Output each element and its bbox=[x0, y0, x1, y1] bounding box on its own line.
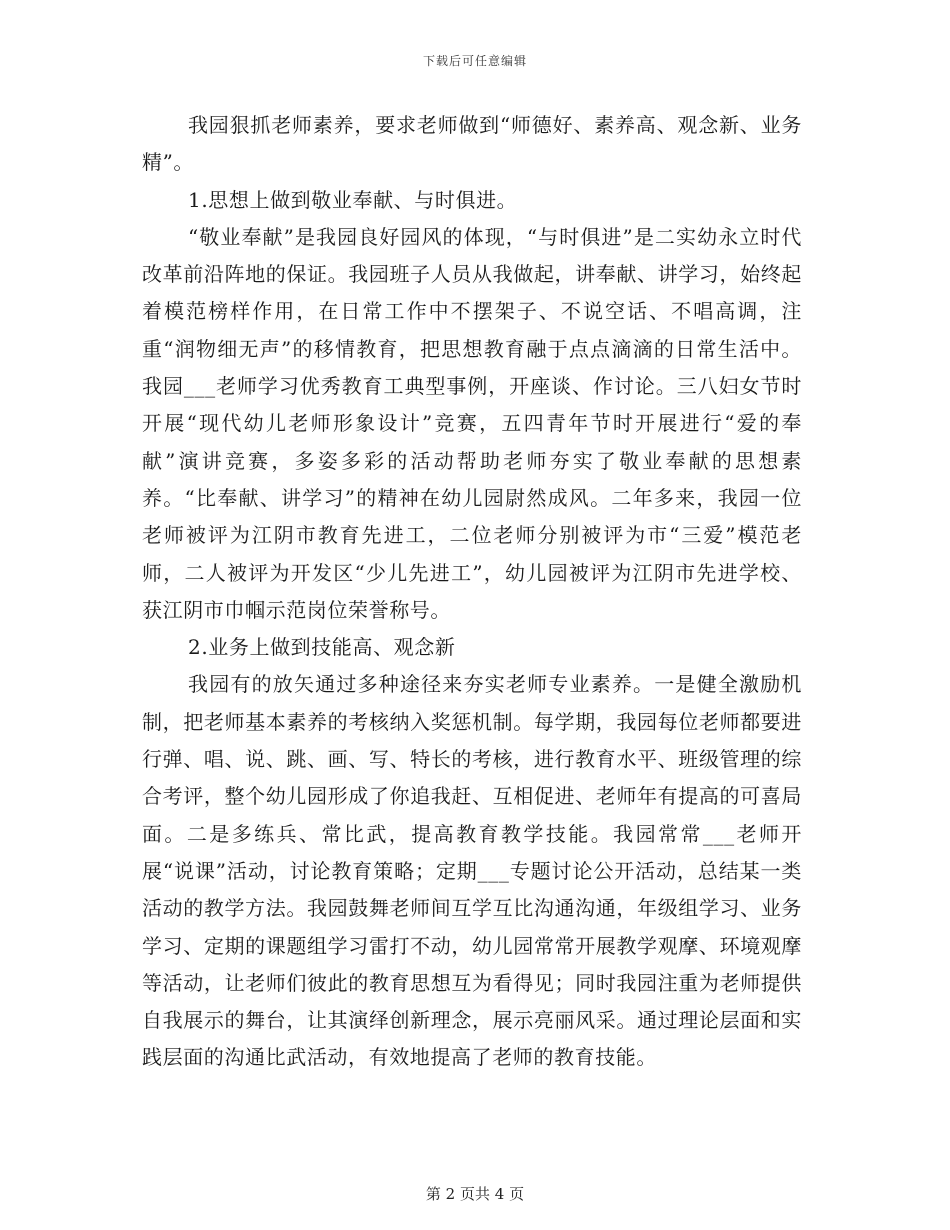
page-footer: 第 2 页共 4 页 bbox=[425, 1185, 525, 1203]
section-heading-2: 2.业务上做到技能高、观念新 bbox=[188, 635, 456, 660]
section-1-paragraph: “敬业奉献”是我园良好园风的体现，“与时俱进”是二实幼永立时代改革前沿阵地的保证。我园班子人员从我做起，讲奉献、讲学习，始终起着模范榜样作用，在日常工作中不摆架子、不说空话、不唱高调，注重“润物细无声”的移情教育，把思想教育融于点点滴滴的日常生活中。我园___老师学习优秀教育工典型事例，开座谈、作讨论。三八妇女节时开展“现代幼儿老师形象设计”竞赛，五四青年节时开展进行“爱的奉献”演讲竞赛，多姿多彩的活动帮助老师夯实了敬业奉献的思想素养。“比奉献、讲学习”的精神在幼儿园尉然成风。二年多来，我园一位老师被评为江阴市教育先进工，二位老师分别被评为市“三爱”模范老师，二人被评为开发区“少儿先进工”，幼儿园被评为江阴市先进学校、获江阴市巾帼示范岗位荣誉称号。 bbox=[142, 224, 802, 622]
intro-paragraph: 我园狠抓老师素养，要求老师做到“师德好、素养高、观念新、业务精”。 bbox=[142, 113, 802, 175]
document-body bbox=[142, 107, 802, 1077]
page-header: 下载后可任意编辑 bbox=[422, 54, 527, 68]
section-heading-1: 1.思想上做到敬业奉献、与时俱进。 bbox=[188, 187, 518, 212]
section-2-paragraph: 我园有的放矢通过多种途径来夯实老师专业素养。一是健全激励机制，把老师基本素养的考核纳入奖惩机制。每学期，我园每位老师都要进行弹、唱、说、跳、画、写、特长的考核，进行教育水平、班级管理的综合考评，整个幼儿园形成了你追我赶、互相促进、老师年有提高的可喜局面。二是多练兵、常比武，提高教育教学技能。我园常常___老师开展“说课”活动，讨论教育策略；定期___专题讨论公开活动，总结某一类活动的教学方法。我园鼓舞老师间互学互比沟通沟通，年级组学习、业务学习、定期的课题组学习雷打不动，幼儿园常常开展教学观摩、环境观摩等活动，让老师们彼此的教育思想互为看得见；同时我园注重为老师提供自我展示的舞台，让其演绎创新理念，展示亮丽风采。通过理论层面和实践层面的沟通比武活动，有效地提高了老师的教育技能。 bbox=[142, 672, 802, 1070]
